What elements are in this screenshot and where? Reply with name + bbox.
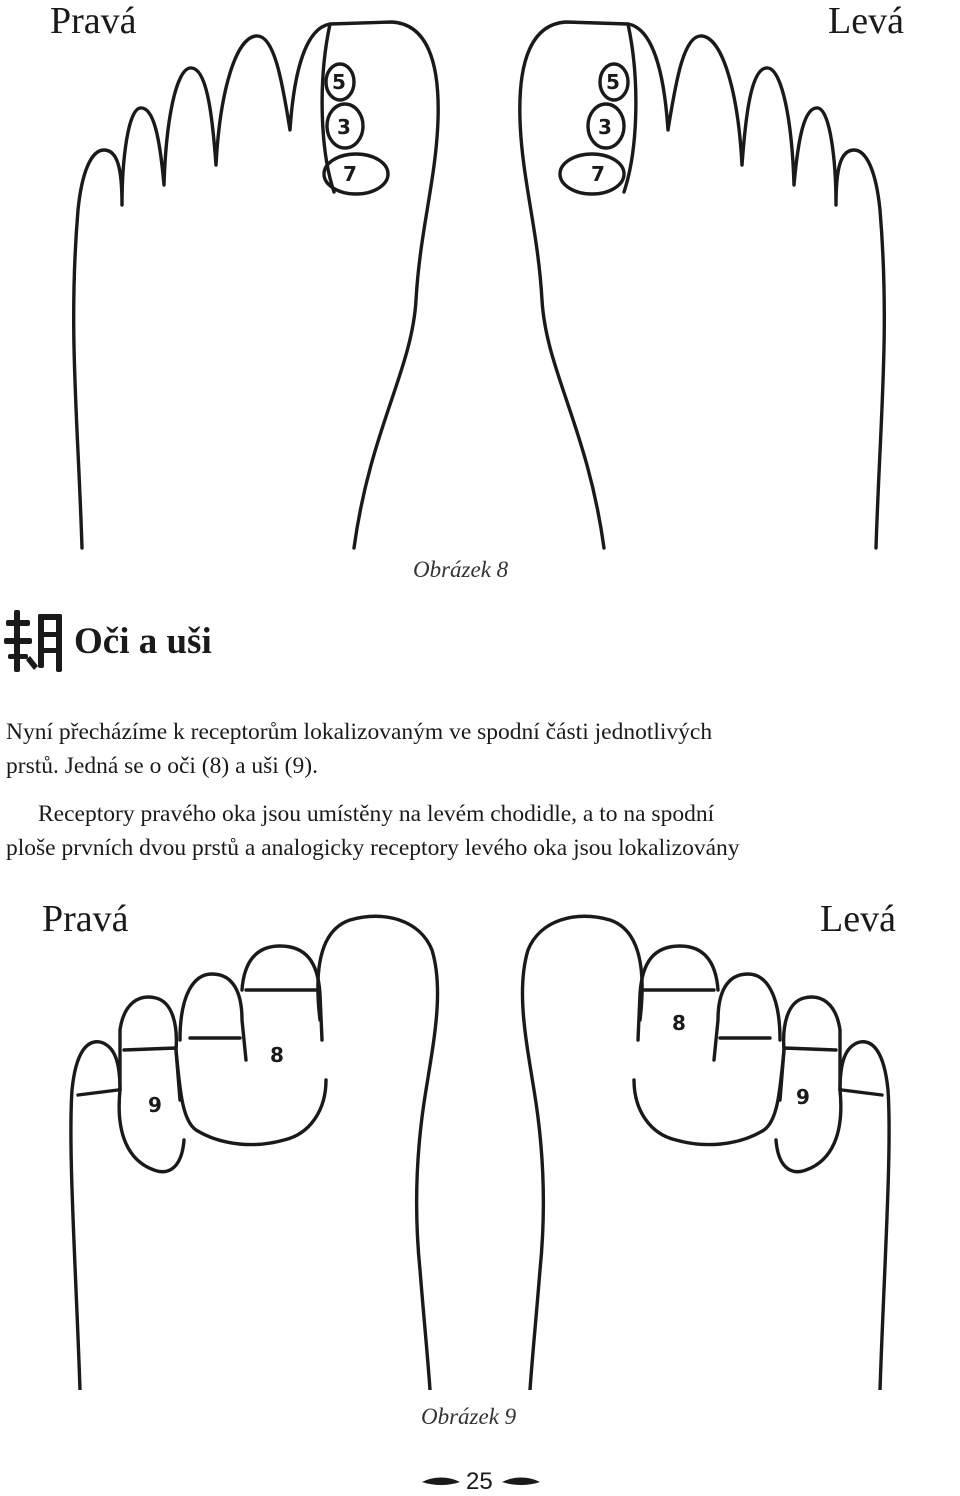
ornament-left-swash (422, 1478, 460, 1486)
figure9-right-foot (71, 916, 438, 1390)
marker-5: 5 (332, 70, 346, 94)
paragraph-2 (6, 797, 956, 865)
section-title: Oči a uši (74, 620, 212, 662)
figure8-left-foot (520, 22, 884, 548)
marker-8: 8 (672, 1011, 686, 1035)
chinese-character-icon (4, 606, 66, 676)
paragraph-1 (6, 715, 956, 783)
marker-7: 7 (591, 162, 605, 186)
marker-3: 3 (337, 115, 351, 139)
figure9-left-markers (672, 1011, 810, 1109)
marker-5: 5 (606, 70, 620, 94)
figure8-feet-illustration (0, 0, 960, 560)
paragraph-line: Nyní přecházíme k receptorům lokalizovaným ve spodní části jednotlivých (6, 719, 713, 745)
paragraph-line: Receptory pravého oka jsou umístěny na levém chodidle, a to na spodní (38, 801, 715, 827)
marker-3: 3 (598, 115, 612, 139)
figure9-label-left: Levá (820, 898, 896, 940)
figure8-label-left: Levá (828, 0, 904, 42)
figure8-label-right: Pravá (50, 0, 137, 42)
figure9-label-right: Pravá (42, 898, 129, 940)
ornament-right-swash (502, 1478, 540, 1486)
figure9-right-markers (148, 1043, 284, 1117)
paragraph-line: ploše prvních dvou prstů a analogicky receptory levého oka jsou lokalizovány (6, 835, 740, 861)
marker-7: 7 (343, 162, 357, 186)
marker-9: 9 (148, 1093, 162, 1117)
figure8-right-foot (74, 22, 438, 548)
figure8-caption: Obrázek 8 (413, 557, 509, 582)
figure9-caption: Obrázek 9 (421, 1404, 517, 1429)
figure9-left-foot (522, 916, 889, 1390)
figure8-left-markers (560, 64, 628, 194)
figure9-feet-illustration (0, 890, 960, 1390)
paragraph-line: prstů. Jedná se o oči (8) a uši (9). (6, 753, 318, 779)
marker-9: 9 (796, 1085, 810, 1109)
section-heading (4, 606, 212, 676)
page-number: 25 (466, 1468, 493, 1495)
marker-8: 8 (270, 1043, 284, 1067)
figure8-right-markers (324, 64, 388, 194)
